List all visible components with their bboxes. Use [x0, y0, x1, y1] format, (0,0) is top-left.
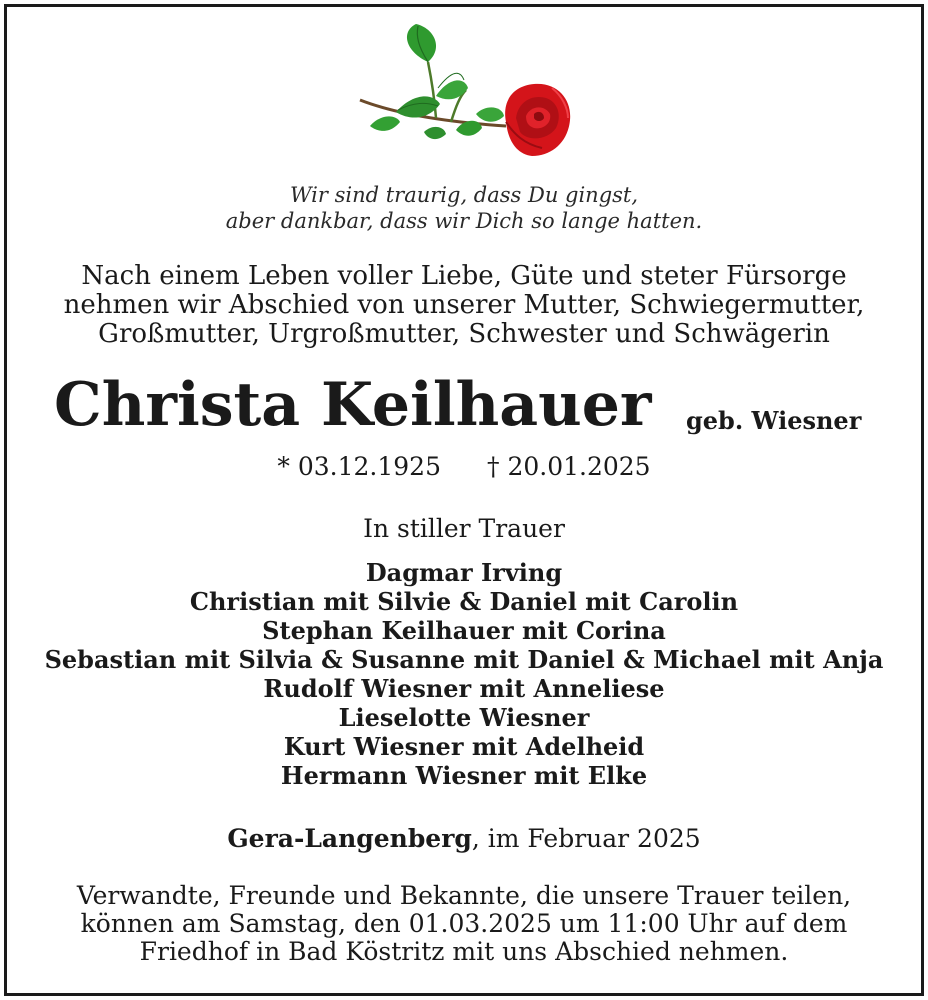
- place-date: , im Februar 2025: [471, 824, 701, 853]
- family-member: Christian mit Silvie & Daniel mit Carolin: [189, 587, 739, 616]
- funeral-notice: [0, 882, 928, 966]
- family-list: [0, 558, 928, 790]
- red-rose-icon: [356, 22, 576, 162]
- notice-line-1: Verwandte, Freunde und Bekannte, die unsere Trauer teilen,: [76, 881, 852, 910]
- notice-line-2: können am Samstag, den 01.03.2025 um 11:00 Uhr auf dem: [80, 909, 848, 938]
- deceased-name-row: [0, 368, 928, 442]
- life-dates: [0, 452, 928, 482]
- deceased-name: Christa Keilhauer: [54, 370, 652, 440]
- birth-date: * 03.12.1925: [277, 452, 441, 481]
- death-date: † 20.01.2025: [487, 452, 651, 481]
- intro-line-1: Nach einem Leben voller Liebe, Güte und steter Fürsorge: [81, 261, 847, 291]
- motto-quote: [0, 182, 928, 234]
- family-member: Hermann Wiesner mit Elke: [280, 761, 648, 790]
- family-member: Lieselotte Wiesner: [338, 703, 590, 732]
- motto-line-1: Wir sind traurig, dass Du gingst,: [289, 183, 639, 207]
- place-town: Gera-Langenberg: [227, 824, 472, 853]
- mourning-label: In stiller Trauer: [363, 514, 565, 543]
- place-and-date: [0, 824, 928, 854]
- notice-line-3: Friedhof in Bad Köstritz mit uns Abschied nehmen.: [139, 937, 789, 966]
- family-member: Kurt Wiesner mit Adelheid: [283, 732, 645, 761]
- intro-line-2: nehmen wir Abschied von unserer Mutter, Schwiegermutter,: [63, 290, 865, 320]
- family-member: Stephan Keilhauer mit Corina: [262, 616, 666, 645]
- family-member: Sebastian mit Silvia & Susanne mit Daniel & Michael mit Anja: [44, 645, 884, 674]
- intro-text: [0, 262, 928, 349]
- family-member: Dagmar Irving: [365, 558, 563, 587]
- maiden-name: geb. Wiesner: [686, 406, 862, 435]
- intro-line-3: Großmutter, Urgroßmutter, Schwester und Schwägerin: [98, 319, 830, 349]
- motto-line-2: aber dankbar, dass wir Dich so lange hatten.: [225, 209, 703, 233]
- family-member: Rudolf Wiesner mit Anneliese: [263, 674, 665, 703]
